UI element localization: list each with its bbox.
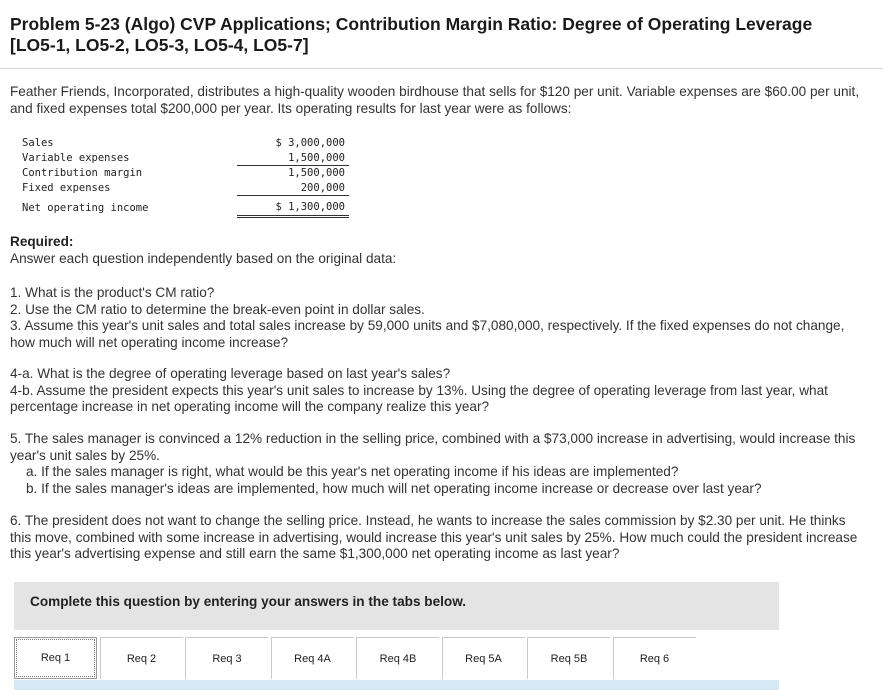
table-row <box>22 196 349 217</box>
operating-results-table <box>22 136 349 218</box>
tab-req-3[interactable]: Req 3 <box>185 637 268 679</box>
tab-req-1[interactable]: Req 1 <box>14 637 97 679</box>
row-value: 200,000 <box>237 181 349 196</box>
problem-intro: Feather Friends, Incorporated, distributes a high-quality wooden birdhouse that sells for $120 per unit. Variable expenses are $60.00 per unit, and fixed expenses total $200,000 per year. Its operating results for last year were as follows: <box>10 84 860 116</box>
question-group-1-3 <box>10 285 870 351</box>
row-label: Contribution margin <box>22 167 143 179</box>
instructions-text: Complete this question by entering your answers in the tabs below. <box>30 594 467 609</box>
question-5b: b. If the sales manager's ideas are implemented, how much will net operating income increase or decrease over last year? <box>26 480 762 496</box>
required-subtext: Answer each question independently based on the original data: <box>10 251 397 266</box>
question-3: 3. Assume this year's unit sales and total sales increase by 59,000 units and $7,080,000, respectively. If the fixed expenses do not change, how much will net operating income increase? <box>10 318 845 350</box>
table-row <box>22 181 349 196</box>
row-label: Sales <box>22 137 54 150</box>
tab-req-4b[interactable]: Req 4B <box>356 637 439 679</box>
tab-req-5b[interactable]: Req 5B <box>527 637 610 679</box>
problem-title: Problem 5-23 (Algo) CVP Applications; Contribution Margin Ratio: Degree of Operating Leverage [LO5-1, LO5-2, LO5-3, LO5-4, LO5-7] <box>10 14 813 55</box>
row-label: Net operating income <box>22 201 149 214</box>
title-divider <box>0 68 883 69</box>
row-label: Fixed expenses <box>22 182 111 194</box>
instructions-panel <box>14 582 779 630</box>
tab-content-edge <box>14 680 779 690</box>
question-1: 1. What is the product's CM ratio? <box>10 285 215 300</box>
question-6: 6. The president does not want to change the selling price. Instead, he wants to increase the sales commission by $2.30 per unit. He thinks this move, combined with some increase in advertising, would increase this year's unit sales by 25%. How much could the president increase this year's advertising expense and still earn the same $1,300,000 net operating income as last year? <box>10 513 858 561</box>
row-label: Variable expenses <box>22 152 130 164</box>
question-group-6 <box>10 513 870 563</box>
row-value: $ 3,000,000 <box>275 137 345 150</box>
tab-req-2[interactable]: Req 2 <box>100 637 183 679</box>
question-group-4 <box>10 366 870 416</box>
required-heading: Required: <box>10 234 74 249</box>
table-row <box>22 166 349 181</box>
table-row <box>22 151 349 166</box>
row-value: $ 1,300,000 <box>237 196 349 217</box>
row-value: 1,500,000 <box>237 151 349 166</box>
tab-req-4a[interactable]: Req 4A <box>271 637 354 679</box>
tab-req-5a[interactable]: Req 5A <box>442 637 525 679</box>
question-4b: 4-b. Assume the president expects this year's unit sales to increase by 13%. Using the degree of operating leverage from last year, what percentage increase in net operating income will the company realize this year? <box>10 382 828 414</box>
question-5: 5. The sales manager is convinced a 12% reduction in the selling price, combined with a $73,000 increase in advertising, would increase this year's unit sales by 25%. <box>10 431 856 463</box>
question-5a: a. If the sales manager is right, what would be this year's net operating income if his ideas are implemented? <box>26 464 679 479</box>
table-row <box>22 136 349 151</box>
question-4a: 4-a. What is the degree of operating leverage based on last year's sales? <box>10 366 451 381</box>
row-value: 1,500,000 <box>288 167 345 180</box>
question-2: 2. Use the CM ratio to determine the break-even point in dollar sales. <box>10 301 425 317</box>
requirement-tabs <box>14 637 779 681</box>
tab-req-6[interactable]: Req 6 <box>613 637 696 679</box>
question-group-5 <box>10 431 870 497</box>
